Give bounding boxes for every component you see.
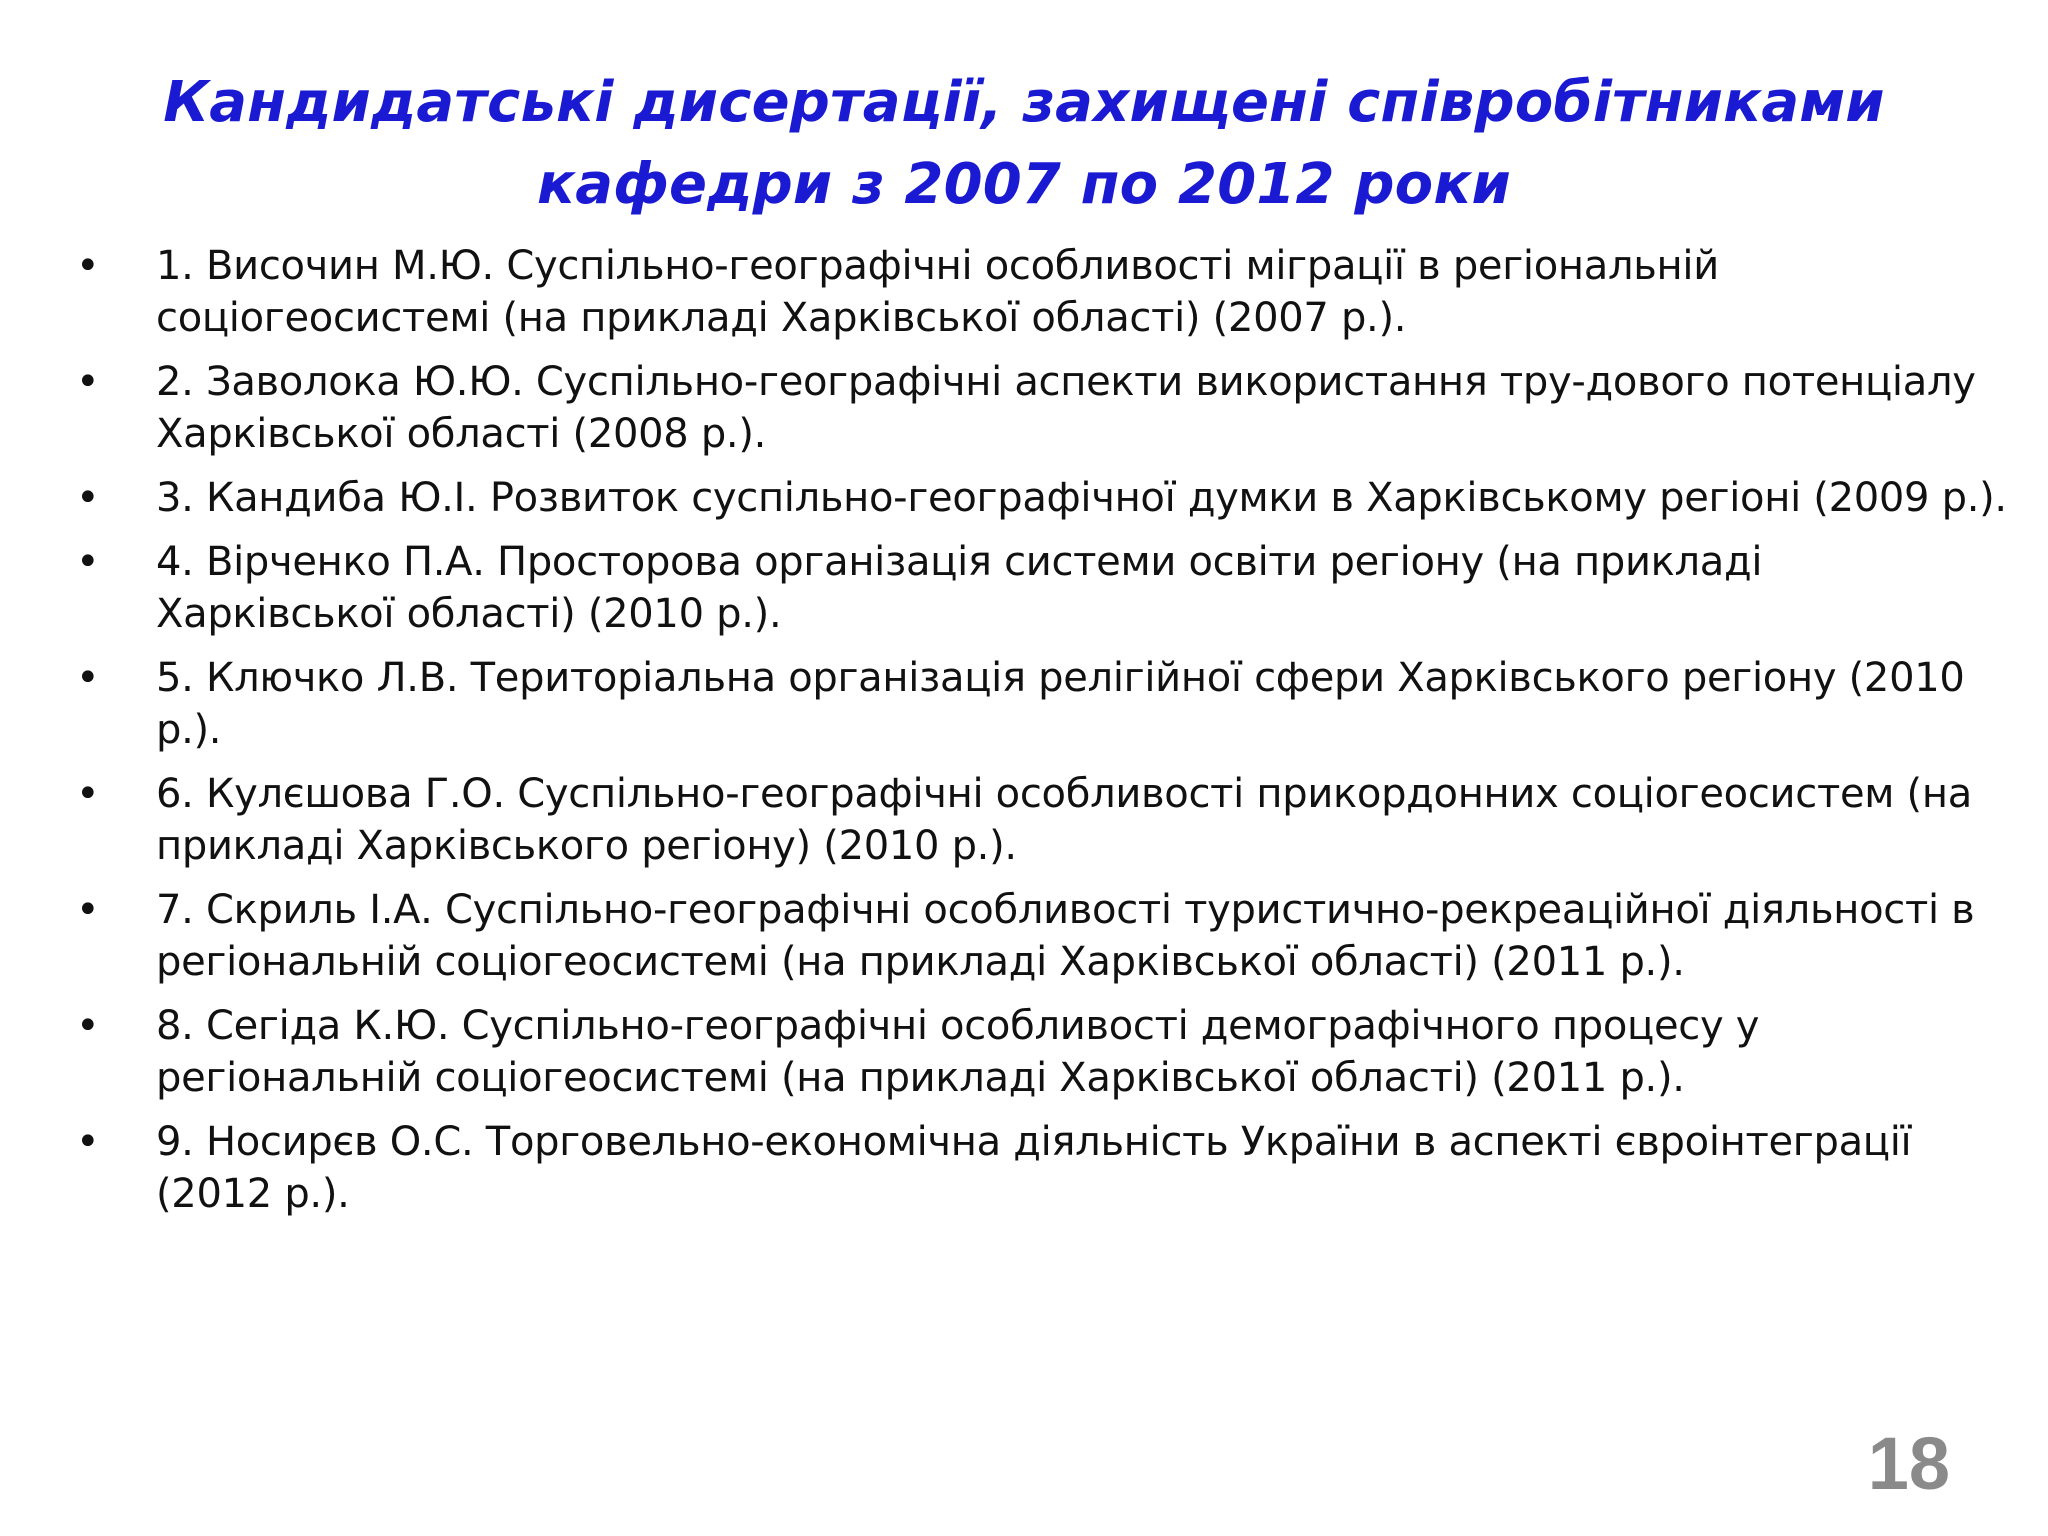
dissertation-text: 9. Носирєв О.С. Торговельно-економічна діяльність України в аспекті євроінтеграції (2012 р.). — [156, 1119, 1912, 1217]
slide-title-line-1: Кандидатські дисертації, захищені співробітниками — [163, 70, 1885, 135]
dissertation-item-7 — [70, 884, 2010, 988]
bullet-icon: • — [76, 475, 100, 521]
dissertation-text: 1. Височин М.Ю. Суспільно-географічні особливості міграції в регіональній соціогеосистемі (на прикладі Харківської області) (2007 р.). — [156, 243, 1719, 341]
dissertation-item-8 — [70, 1000, 2010, 1104]
dissertation-item-6 — [70, 768, 2010, 872]
dissertation-text: 4. Вірченко П.А. Просторова організація системи освіти регіону (на прикладі Харківської області) (2010 р.). — [156, 539, 1763, 637]
dissertation-item-2 — [70, 356, 2010, 460]
bullet-icon: • — [76, 771, 100, 817]
dissertation-text: 7. Скриль І.А. Суспільно-географічні особливості туристично-рекреаційної діяльності в регіональній соціогеосистемі (на прикладі Харківської області) (2011 р.). — [156, 887, 1975, 985]
dissertation-item-1 — [70, 240, 2010, 344]
slide-title-line-2: кафедри з 2007 по 2012 роки — [537, 152, 1511, 217]
bullet-icon: • — [76, 359, 100, 405]
bullet-icon: • — [76, 1119, 100, 1165]
page-number: 18 — [1867, 1422, 1950, 1505]
dissertation-text: 6. Кулєшова Г.О. Суспільно-географічні особливості прикордонних соціогеосистем (на прикладі Харківського регіону) (2010 р.). — [156, 771, 1972, 869]
bullet-icon: • — [76, 887, 100, 933]
dissertation-item-4 — [70, 536, 2010, 640]
bullet-icon: • — [76, 1003, 100, 1049]
dissertation-item-9 — [70, 1116, 2010, 1220]
dissertation-item-3 — [70, 472, 2010, 524]
dissertation-text: 2. Заволока Ю.Ю. Суспільно-географічні аспекти використання тру-дового потенціалу Харківської області (2008 р.). — [156, 359, 1976, 457]
bullet-icon: • — [76, 539, 100, 585]
dissertation-item-5 — [70, 652, 2010, 756]
dissertation-text: 3. Кандиба Ю.І. Розвиток суспільно-географічної думки в Харківському регіоні (2009 р.). — [156, 475, 2007, 521]
dissertation-text: 5. Ключко Л.В. Територіальна організація релігійної сфери Харківського регіону (2010 р.). — [156, 655, 1965, 753]
dissertation-text: 8. Сегіда К.Ю. Суспільно-географічні особливості демографічного процесу у регіональній соціогеосистемі (на прикладі Харківської області) (2011 р.). — [156, 1003, 1760, 1101]
bullet-icon: • — [76, 655, 100, 701]
bullet-icon: • — [76, 243, 100, 289]
slide-title — [120, 62, 1928, 226]
dissertation-list — [70, 240, 2010, 1232]
